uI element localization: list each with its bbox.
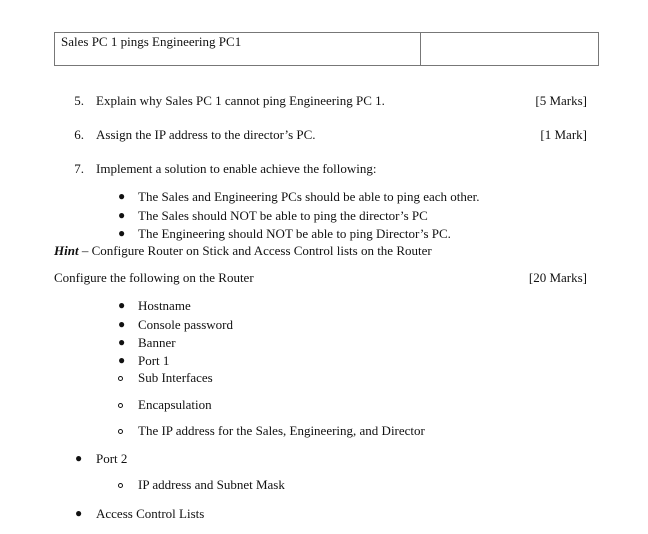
bullet-icon: ● [118, 317, 126, 331]
list-item: The Sales should NOT be able to ping the director’s PC [138, 208, 428, 223]
table-divider [420, 33, 421, 65]
bullet-icon: ● [118, 335, 126, 349]
list-item: The IP address for the Sales, Engineering, and Director [138, 423, 425, 438]
bullet-icon: ● [118, 353, 126, 367]
question-5-number: 5. [74, 93, 84, 108]
acl-label: Access Control Lists [96, 506, 205, 521]
hint-text: – Configure Router on Stick and Access Control lists on the Router [78, 243, 432, 258]
list-item: Sub Interfaces [138, 370, 213, 385]
circle-bullet-icon [118, 483, 123, 488]
circle-bullet-icon [118, 429, 123, 434]
question-5-marks: [5 Marks] [535, 93, 587, 108]
list-item: Banner [138, 335, 176, 350]
answer-table [54, 32, 599, 66]
list-item: Port 1 [138, 353, 170, 368]
question-6-marks: [1 Mark] [540, 127, 587, 142]
table-cell: Sales PC 1 pings Engineering PC1 [61, 34, 242, 49]
bullet-icon: ● [75, 451, 83, 465]
bullet-icon: ● [118, 208, 126, 222]
list-item: Console password [138, 317, 233, 332]
router-heading: Configure the following on the Router [54, 270, 254, 285]
question-6-text: Assign the IP address to the director’s PC. [96, 127, 316, 142]
list-item: Encapsulation [138, 397, 212, 412]
circle-bullet-icon [118, 376, 123, 381]
port-2-label: Port 2 [96, 451, 128, 466]
list-item: The Sales and Engineering PCs should be able to ping each other. [138, 189, 480, 204]
router-marks: [20 Marks] [528, 270, 587, 285]
circle-bullet-icon [118, 403, 123, 408]
hint-label: Hint [54, 243, 79, 258]
bullet-icon: ● [75, 506, 83, 520]
list-item: IP address and Subnet Mask [138, 477, 285, 492]
list-item: Hostname [138, 298, 191, 313]
bullet-icon: ● [118, 298, 126, 312]
question-6-number: 6. [74, 127, 84, 142]
bullet-icon: ● [118, 226, 126, 240]
bullet-icon: ● [118, 189, 126, 203]
hint-line [54, 243, 432, 259]
list-item: The Engineering should NOT be able to ping Director’s PC. [138, 226, 451, 241]
question-7-number: 7. [74, 161, 84, 176]
question-5-text: Explain why Sales PC 1 cannot ping Engineering PC 1. [96, 93, 385, 108]
question-7-text: Implement a solution to enable achieve the following: [96, 161, 377, 176]
